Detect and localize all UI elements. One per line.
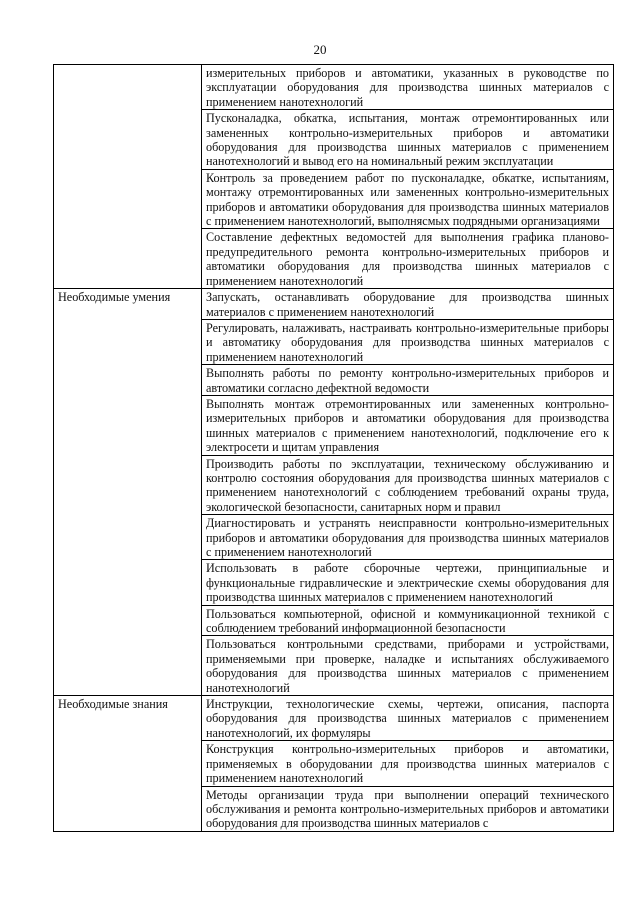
requirement-text: Производить работы по эксплуатации, техническому обслуживанию и контролю состояния оборудования для производства шинных материалов с применением нанотехнологий с соблюдением требований охраны труда, экологической безопасности, санитарных норм и правил: [206, 456, 609, 514]
requirement-cell: [202, 741, 614, 786]
requirement-text: Пользоваться контрольными средствами, приборами и устройствами, применяемыми при проверке, наладке и испытаниях обслуживаемого оборудования для производства шинных материалов с применением нанотехнологий: [206, 637, 609, 695]
page-number: 20: [313, 42, 327, 57]
requirement-text: Составление дефектных ведомостей для выполнения графика планово-предупредительного ремонта контрольно-измерительных приборов и автоматики оборудования для производства шинных материалов с применением нанотехнологий: [206, 230, 609, 288]
requirement-text: Пусконаладка, обкатка, испытания, монтаж отремонтированных или замененных контрольно-измерительных приборов и автоматики оборудования для производства шинных материалов с применением нанотехнологий и вывод его на номинальный режим эксплуатации: [206, 111, 609, 169]
requirement-cell: [202, 169, 614, 229]
requirement-cell: [202, 560, 614, 605]
row-group-label: Необходимые знания: [54, 696, 202, 832]
requirement-cell: [202, 786, 614, 831]
requirement-text: Контроль за проведением работ по пусконаладке, обкатке, испытаниям, монтажу отремонтированных или замененных контрольно-измерительных приборов и автоматики оборудования для производства шинных материалов с применением нанотехнологий, выполнясмых подрядными организациями: [206, 170, 609, 229]
requirement-cell: [202, 696, 614, 741]
requirement-text: Диагностировать и устранять неисправности контрольно-измерительных приборов и автоматики оборудования для производства шинных материалов с применением нанотехнологий: [206, 516, 609, 559]
requirement-text: Выполнять монтаж отремонтированных или замененных контрольно-измерительных приборов и автоматики оборудования для производства шинных материалов с применением нанотехнологий, подключение его к электросети и щитам управления: [206, 396, 609, 455]
page-bottom-margin: [0, 848, 640, 905]
table-row: [54, 65, 614, 110]
requirement-text: измерительных приборов и автоматики, указанных в руководстве по эксплуатации оборудования для производства шинных материалов с применением нанотехнологий: [206, 66, 609, 109]
requirement-cell: [202, 65, 614, 110]
requirement-cell: [202, 515, 614, 560]
row-group-label: Необходимые умения: [54, 289, 202, 696]
requirement-cell: [202, 455, 614, 515]
requirement-text: Регулировать, налаживать, настраивать контрольно-измерительные приборы и автоматику оборудования для производства шинных материалов с применением нанотехнологий: [206, 320, 609, 364]
requirement-cell: [202, 319, 614, 364]
table-row: [54, 289, 614, 320]
requirement-cell: [202, 289, 614, 320]
requirement-cell: [202, 605, 614, 636]
table-row: [54, 696, 614, 741]
requirement-text: Инструкции, технологические схемы, чертежи, описания, паспорта оборудования для производства шинных материалов с применением нанотехнологий, их формуляры: [206, 697, 609, 740]
requirement-cell: [202, 229, 614, 289]
requirement-cell: [202, 636, 614, 696]
requirement-text: Выполнять работы по ремонту контрольно-измерительных приборов и автоматики согласно дефектной ведомости: [206, 366, 609, 395]
requirement-cell: [202, 365, 614, 396]
requirement-text: Пользоваться компьютерной, офисной и коммуникационной техникой с соблюдением требований информационной безопасности: [206, 606, 609, 636]
requirement-text: Использовать в работе сборочные чертежи, принципиальные и функциональные гидравлические и электрические схемы оборудования для производства шинных материалов с применением нанотехнологий: [206, 561, 609, 605]
requirement-text: Методы организации труда при выполнении операций технического обслуживания и ремонта контрольно-измерительных приборов и автоматики оборудования для производства шинных материалов с: [206, 787, 609, 831]
requirement-cell: [202, 395, 614, 455]
requirement-text: Конструкция контрольно-измерительных приборов и автоматики, применяемых в оборудовании для производства шинных материалов с применением нанотехнологий: [206, 742, 609, 786]
requirement-text: Запускать, останавливать оборудование для производства шинных материалов с применением нанотехнологий: [206, 290, 609, 319]
row-group-label: [54, 65, 202, 289]
requirement-cell: [202, 110, 614, 170]
competency-table: [53, 64, 614, 832]
